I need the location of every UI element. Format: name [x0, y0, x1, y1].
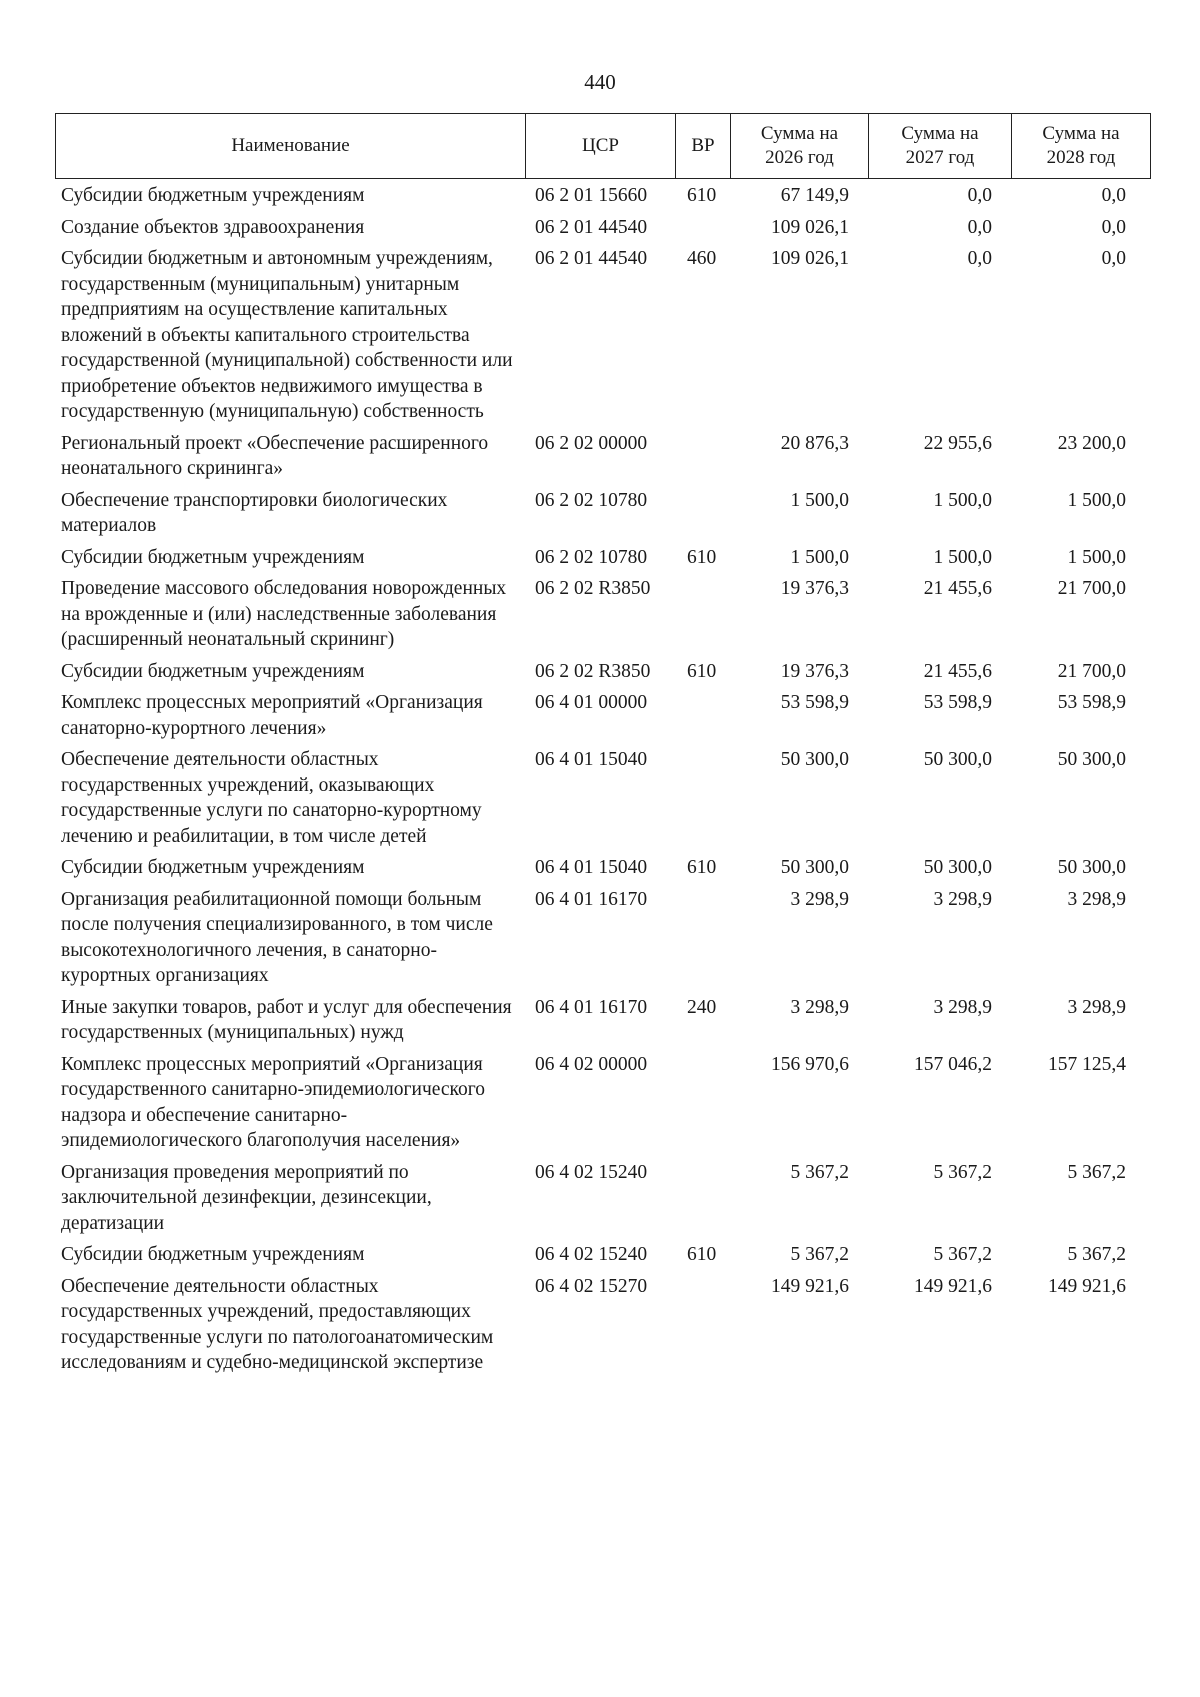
table-row [55, 1052, 1150, 1154]
table-row [55, 431, 1150, 482]
cell-vr [675, 1160, 730, 1237]
cell-csr: 06 2 02 R3850 [535, 660, 651, 682]
table-row [55, 1160, 1150, 1237]
cell-name: Иные закупки товаров, работ и услуг для обеспечения государственных (муниципальных) нужд [61, 996, 512, 1043]
cell-sum-2028: 1 500,0 [1067, 546, 1126, 568]
cell-name: Обеспечение транспортировки биологических материалов [61, 489, 448, 536]
header-sum-2028 [1012, 114, 1151, 179]
cell-csr: 06 2 02 00000 [535, 432, 648, 454]
cell-sum-2028: 1 500,0 [1067, 489, 1126, 511]
cell-vr [675, 887, 730, 989]
cell-sum-2028: 50 300,0 [1057, 749, 1126, 770]
cell-csr: 06 4 01 16170 [535, 888, 648, 910]
cell-csr: 06 2 01 44540 [535, 248, 648, 269]
table-row [55, 246, 1150, 425]
header-sum-2028-line2: 2028 год [1046, 147, 1116, 168]
cell-csr: 06 2 01 44540 [535, 216, 648, 238]
cell-sum-2027: 149 921,6 [914, 1275, 992, 1297]
cell-sum-2028: 3 298,9 [1067, 996, 1126, 1018]
cell-name: Организация реабилитационной помощи больным после получения специализированного, в том числе высокотехнологичного лечения, в санаторно-курортных организациях [61, 888, 493, 986]
cell-sum-2028: 0,0 [1101, 216, 1126, 238]
cell-name: Субсидии бюджетным учреждениям [61, 1244, 365, 1265]
cell-sum-2027: 3 298,9 [933, 996, 992, 1018]
cell-vr [675, 431, 730, 482]
header-sum-2026-line2: 2026 год [765, 147, 834, 168]
cell-sum-2028: 21 700,0 [1057, 578, 1126, 599]
cell-sum-2027: 1 500,0 [933, 489, 992, 511]
header-vr: ВР [676, 114, 731, 179]
table-row [55, 659, 1150, 685]
cell-name: Субсидии бюджетным учреждениям [61, 185, 365, 206]
cell-sum-2026: 109 026,1 [771, 248, 849, 269]
cell-sum-2027: 157 046,2 [914, 1053, 992, 1075]
cell-sum-2026: 3 298,9 [790, 996, 849, 1018]
cell-csr: 06 4 01 15040 [535, 857, 648, 878]
table-row [55, 995, 1150, 1046]
cell-csr: 06 2 01 15660 [535, 185, 648, 206]
cell-name: Субсидии бюджетным учреждениям [61, 857, 365, 878]
cell-sum-2026: 149 921,6 [771, 1275, 849, 1297]
cell-vr: 610 [687, 857, 717, 878]
table-row [55, 215, 1150, 241]
cell-vr [675, 215, 730, 241]
cell-name: Обеспечение деятельности областных государственных учреждений, оказывающих государственные услуги по санаторно-курортному лечению и реабилитации, в том числе детей [61, 749, 482, 847]
cell-sum-2027: 21 455,6 [923, 660, 992, 682]
cell-sum-2028: 21 700,0 [1057, 660, 1126, 682]
table-header [55, 113, 1151, 179]
cell-vr: 610 [687, 185, 717, 206]
cell-sum-2028: 0,0 [1101, 185, 1126, 206]
cell-sum-2027: 22 955,6 [923, 432, 992, 454]
header-name: Наименование [56, 114, 526, 179]
cell-name: Субсидии бюджетным учреждениям [61, 660, 365, 682]
cell-sum-2027: 50 300,0 [923, 749, 992, 770]
cell-vr [675, 1052, 730, 1154]
table-row [55, 576, 1150, 653]
cell-sum-2028: 149 921,6 [1048, 1275, 1126, 1297]
cell-sum-2027: 21 455,6 [923, 578, 992, 599]
cell-sum-2026: 5 367,2 [790, 1161, 849, 1183]
cell-csr: 06 4 01 15040 [535, 749, 648, 770]
cell-csr: 06 4 02 15240 [535, 1244, 648, 1265]
cell-vr [675, 576, 730, 653]
cell-name: Комплекс процессных мероприятий «Организация санаторно-курортного лечения» [61, 692, 483, 739]
cell-vr: 460 [687, 248, 717, 269]
cell-sum-2027: 5 367,2 [933, 1244, 992, 1265]
cell-sum-2028: 0,0 [1101, 248, 1126, 269]
cell-sum-2026: 1 500,0 [790, 489, 849, 511]
cell-sum-2026: 67 149,9 [780, 185, 849, 206]
page-number: 440 [584, 70, 616, 94]
header-sum-2026 [731, 114, 869, 179]
header-csr: ЦСР [526, 114, 676, 179]
cell-sum-2026: 20 876,3 [780, 432, 849, 454]
cell-vr: 610 [687, 546, 717, 568]
table-row [55, 887, 1150, 989]
cell-sum-2026: 3 298,9 [790, 888, 849, 910]
cell-sum-2026: 1 500,0 [790, 546, 849, 568]
cell-vr: 240 [687, 996, 717, 1018]
cell-sum-2027: 53 598,9 [923, 692, 992, 713]
cell-csr: 06 4 01 00000 [535, 692, 648, 713]
cell-vr [675, 690, 730, 741]
table-row [55, 690, 1150, 741]
cell-csr: 06 2 02 10780 [535, 546, 648, 568]
table-row [55, 1242, 1150, 1268]
cell-vr [675, 1274, 730, 1376]
cell-name: Региональный проект «Обеспечение расширенного неонатального скрининга» [61, 432, 489, 479]
header-sum-2027-line1: Сумма на [901, 123, 979, 144]
cell-sum-2027: 0,0 [967, 185, 992, 206]
cell-name: Проведение массового обследования новорожденных на врожденные и (или) наследственные заболевания (расширенный неонатальный скрининг) [61, 578, 507, 650]
cell-csr: 06 4 02 15270 [535, 1275, 648, 1297]
cell-sum-2026: 50 300,0 [780, 749, 849, 770]
cell-csr: 06 4 01 16170 [535, 996, 648, 1018]
cell-sum-2026: 19 376,3 [780, 578, 849, 599]
cell-sum-2028: 3 298,9 [1067, 888, 1126, 910]
cell-sum-2026: 156 970,6 [771, 1053, 849, 1075]
table-row [55, 545, 1150, 571]
cell-sum-2026: 53 598,9 [780, 692, 849, 713]
header-sum-2026-line1: Сумма на [760, 123, 839, 144]
cell-vr [675, 488, 730, 539]
cell-sum-2026: 109 026,1 [771, 216, 849, 238]
cell-sum-2027: 0,0 [967, 248, 992, 269]
cell-sum-2028: 50 300,0 [1057, 857, 1126, 878]
cell-name: Субсидии бюджетным и автономным учреждениям, государственным (муниципальным) унитарным предприятиям на осуществление капитальных вложений в объекты капитального строительства государственной (муниципальной) собственности или приобретение объектов недвижимого имущества в государственную (муниципальную) собственность [61, 248, 513, 422]
cell-sum-2027: 3 298,9 [933, 888, 992, 910]
cell-name: Организация проведения мероприятий по заключительной дезинфекции, дезинсекции, дератизации [61, 1161, 432, 1234]
header-sum-2027-line2: 2027 год [905, 147, 975, 168]
cell-sum-2028: 53 598,9 [1057, 692, 1126, 713]
cell-sum-2027: 50 300,0 [923, 857, 992, 878]
header-sum-2028-line1: Сумма на [1042, 123, 1120, 144]
cell-name: Субсидии бюджетным учреждениям [61, 546, 365, 568]
cell-name: Комплекс процессных мероприятий «Организация государственного санитарно-эпидемиологического надзора и обеспечение санитарно-эпидемиологического благополучия населения» [61, 1053, 486, 1151]
header-sum-2027 [869, 114, 1012, 179]
table-body [55, 183, 1150, 1382]
table-row [55, 855, 1150, 881]
cell-csr: 06 2 02 R3850 [535, 578, 651, 599]
cell-sum-2028: 157 125,4 [1048, 1053, 1126, 1075]
cell-sum-2028: 5 367,2 [1067, 1244, 1126, 1265]
cell-sum-2028: 5 367,2 [1067, 1161, 1126, 1183]
cell-sum-2027: 5 367,2 [933, 1161, 992, 1183]
cell-sum-2026: 19 376,3 [780, 660, 849, 682]
cell-name: Обеспечение деятельности областных государственных учреждений, предоставляющих государственные услуги по патологоанатомическим исследованиям и судебно-медицинской экспертизе [61, 1275, 494, 1373]
cell-sum-2026: 50 300,0 [780, 857, 849, 878]
table-row [55, 1274, 1150, 1376]
cell-csr: 06 4 02 15240 [535, 1161, 648, 1183]
cell-vr [675, 747, 730, 849]
cell-vr: 610 [687, 1244, 717, 1265]
cell-csr: 06 4 02 00000 [535, 1053, 648, 1075]
table-row [55, 183, 1150, 209]
cell-sum-2028: 23 200,0 [1057, 432, 1126, 454]
cell-csr: 06 2 02 10780 [535, 489, 648, 511]
cell-sum-2026: 5 367,2 [790, 1244, 849, 1265]
table-row [55, 488, 1150, 539]
cell-vr: 610 [687, 660, 717, 682]
cell-sum-2027: 1 500,0 [933, 546, 992, 568]
cell-sum-2027: 0,0 [967, 216, 992, 238]
cell-name: Создание объектов здравоохранения [61, 216, 365, 238]
table-row [55, 747, 1150, 849]
